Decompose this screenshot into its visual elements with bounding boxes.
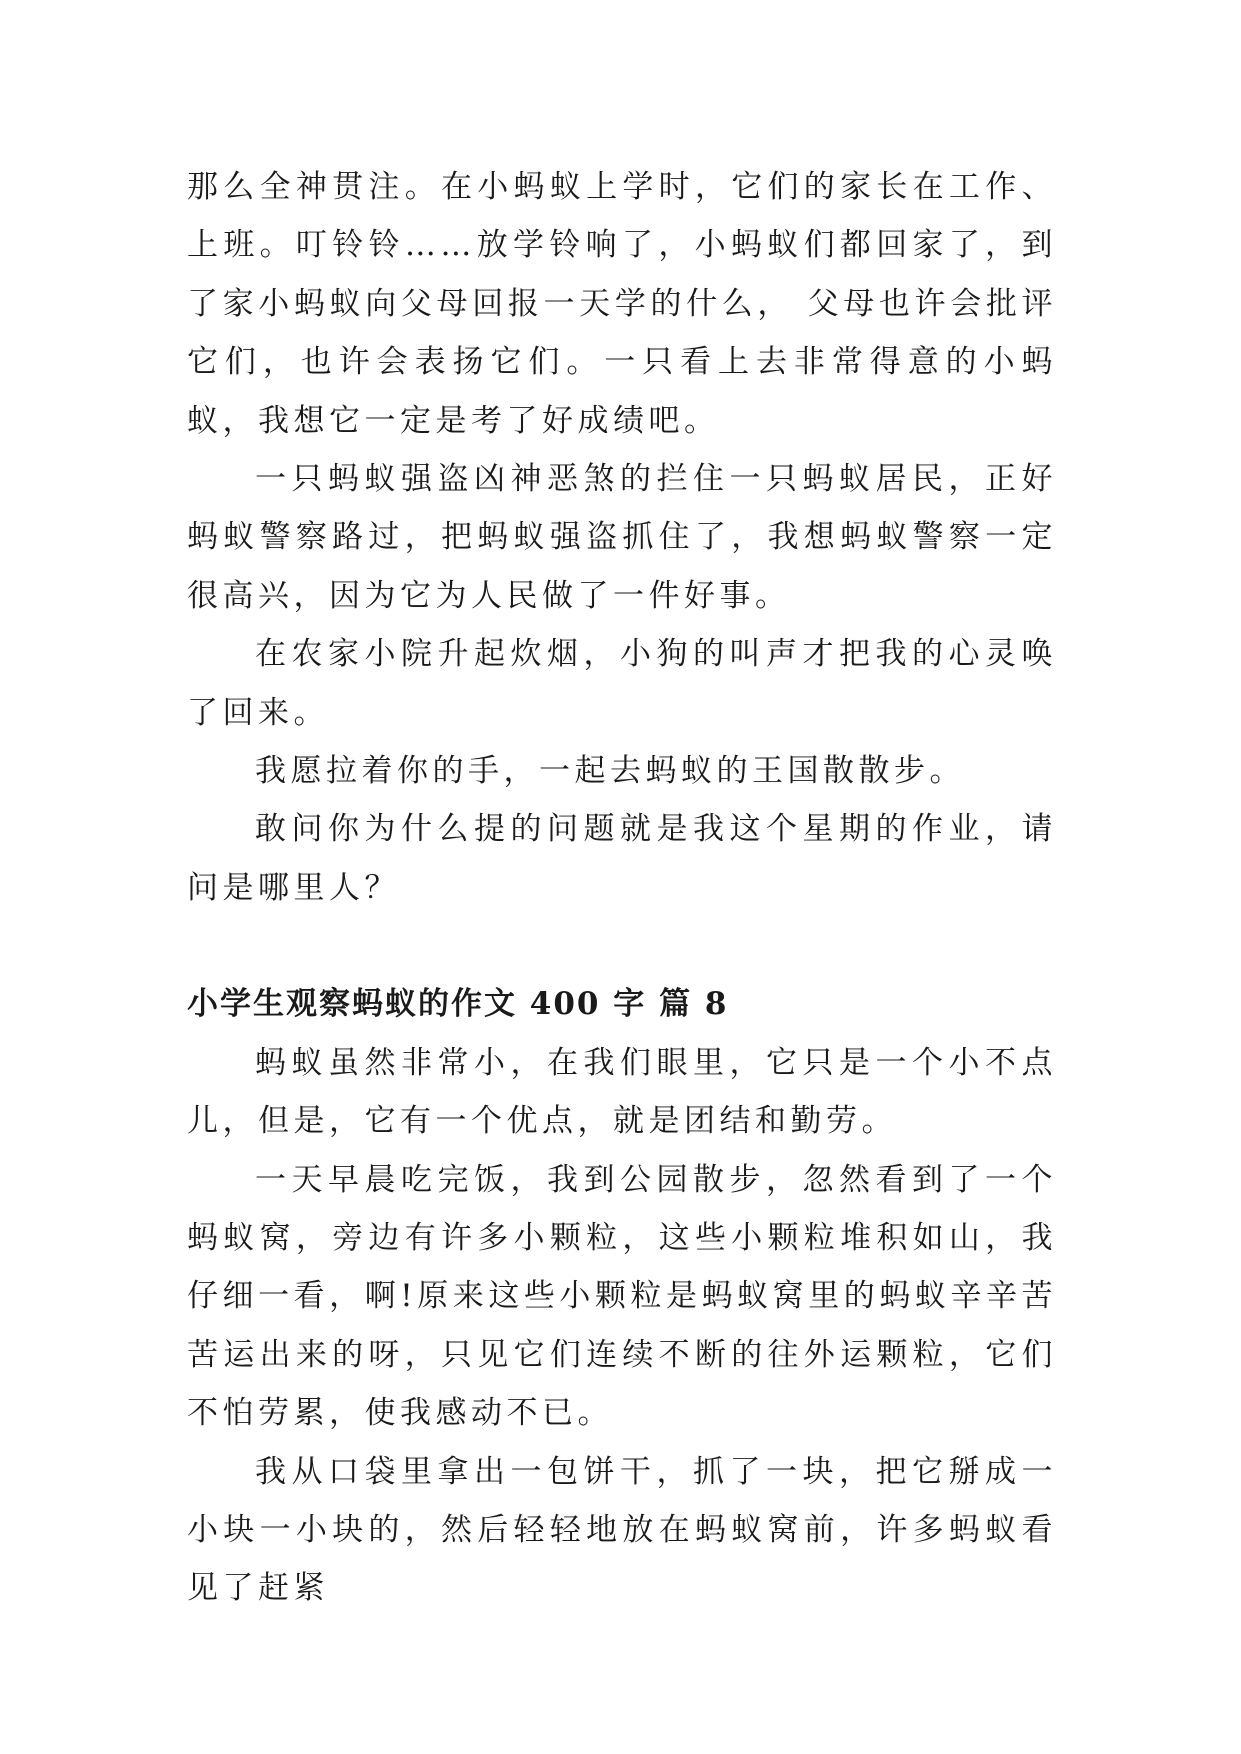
paragraph: 一只蚂蚁强盗凶神恶煞的拦住一只蚂蚁居民，正好蚂蚁警察路过，把蚂蚁强盗抓住了，我想蚂蚁警察一定很高兴，因为它为人民做了一件好事。 bbox=[187, 461, 1057, 614]
paragraph: 敢问你为什么提的问题就是我这个星期的作业，请问是哪里人？ bbox=[187, 811, 1057, 906]
section-title: 小学生观察蚂蚁的作文 400 字 篇 8 bbox=[187, 986, 729, 1023]
paragraph: 我愿拉着你的手，一起去蚂蚁的王国散散步。 bbox=[255, 753, 965, 790]
paragraph: 我从口袋里拿出一包饼干，抓了一块，把它掰成一小块一小块的，然后轻轻地放在蚂蚁窝前，许多蚂蚁看见了赶紧 bbox=[187, 1453, 1057, 1607]
paragraph: 一天早晨吃完饭，我到公园散步，忽然看到了一个蚂蚁窝，旁边有许多小颗粒，这些小颗粒堆积如山，我仔细一看，啊!原来这些小颗粒是蚂蚁窝里的蚂蚁辛辛苦苦运出来的呀，只见它们连续不断的往外运颗粒，它们不怕劳累，使我感动不已。 bbox=[187, 1161, 1057, 1432]
document-body bbox=[187, 158, 1057, 1618]
paragraph: 在农家小院升起炊烟，小狗的叫声才把我的心灵唤了回来。 bbox=[187, 636, 1057, 731]
paragraph-continued: 那么全神贯注。在小蚂蚁上学时，它们的家长在工作、上班。叮铃铃……放学铃响了，小蚂蚁们都回家了，到了家小蚂蚁向父母回报一天学的什么， 父母也许会批评它们，也许会表扬它们。一只看上去非常得意的小蚂蚁，我想它一定是考了好成绩吧。 bbox=[187, 169, 1057, 439]
paragraph: 蚂蚁虽然非常小，在我们眼里，它只是一个小不点儿，但是，它有一个优点，就是团结和勤劳。 bbox=[187, 1044, 1057, 1140]
